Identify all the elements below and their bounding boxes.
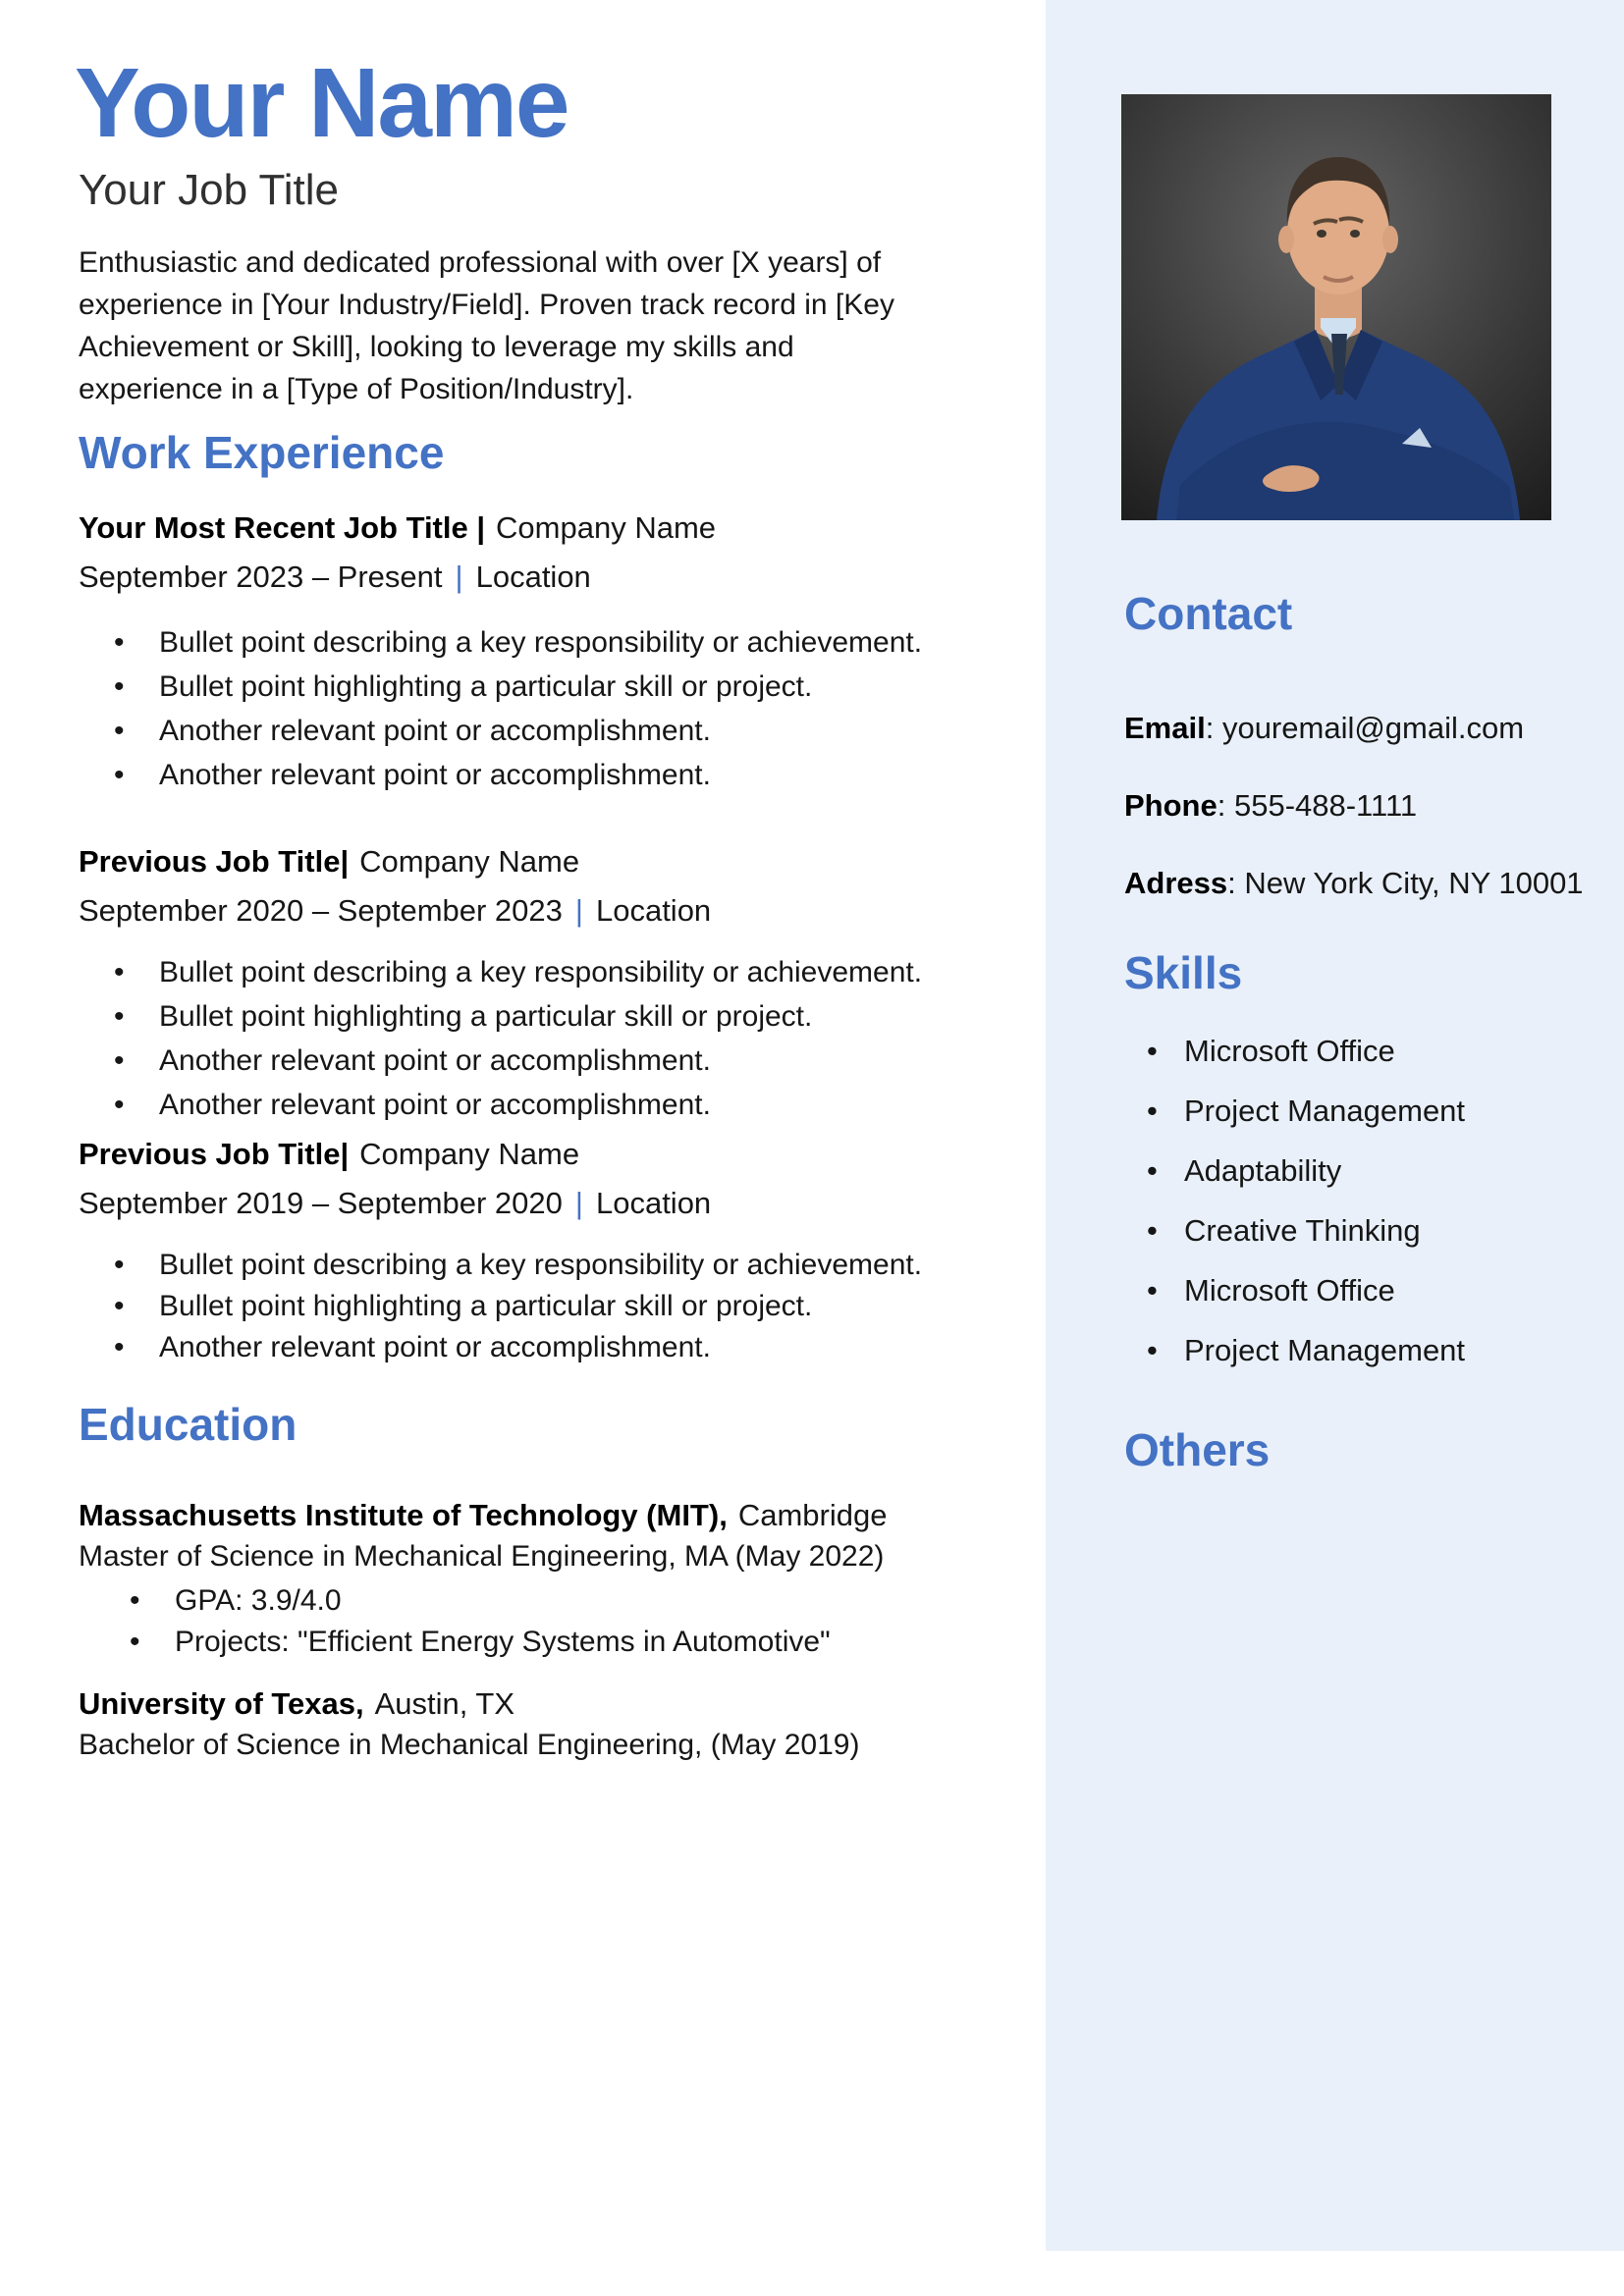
bullet-dot-icon: • — [114, 759, 125, 791]
skill-text: Microsoft Office — [1184, 1273, 1395, 1308]
email-label: Email — [1124, 711, 1206, 745]
school1-degree: Master of Science in Mechanical Engineering, MA (May 2022) — [79, 1540, 885, 1573]
skill-text: Project Management — [1184, 1094, 1466, 1128]
skills-list — [1147, 1021, 1465, 1380]
bullet-dot-icon: • — [114, 1044, 125, 1077]
job3-location: Location — [595, 1186, 712, 1220]
phone-label: Phone — [1124, 788, 1218, 823]
skill-text: Creative Thinking — [1184, 1213, 1421, 1248]
bullet-dot-icon: • — [130, 1584, 140, 1617]
bullet-dot-icon: • — [114, 1089, 125, 1121]
contact-phone-row — [1124, 786, 1417, 826]
bullet-dot-icon: • — [114, 1290, 125, 1322]
sidebar-panel — [1046, 0, 1624, 2251]
skill-item — [1147, 1260, 1465, 1320]
job3-bullet-list — [114, 1245, 922, 1368]
colon-separator: : — [1217, 788, 1234, 823]
bullet-dot-icon: • — [1147, 1153, 1158, 1188]
bullet-dot-icon: • — [114, 715, 125, 747]
bullet-item — [130, 1580, 831, 1622]
bullet-text: Another relevant point or accomplishment. — [159, 715, 711, 747]
contact-address-row — [1124, 864, 1584, 903]
contact-heading: Contact — [1124, 588, 1293, 639]
pipe-separator: | — [455, 560, 463, 594]
contact-email-row — [1124, 709, 1524, 748]
job1-dates: September 2023 – Present — [79, 560, 443, 594]
colon-separator: : — [1205, 711, 1222, 745]
job3-title-line — [79, 1135, 579, 1174]
bullet-item — [114, 1083, 922, 1127]
bullet-item — [130, 1622, 831, 1663]
school1-name-line — [79, 1496, 887, 1535]
job3-title: Previous Job Title| — [79, 1137, 350, 1171]
skill-text: Adaptability — [1184, 1153, 1342, 1188]
pipe-separator: | — [574, 893, 583, 928]
school2-name: University of Texas, — [79, 1686, 364, 1721]
job2-title-line — [79, 842, 579, 881]
bullet-item — [114, 709, 922, 753]
phone-value: 555-488-1111 — [1233, 788, 1418, 823]
skill-item — [1147, 1320, 1465, 1380]
skill-text: Project Management — [1184, 1333, 1466, 1367]
address-value: New York City, NY 10001 — [1244, 866, 1584, 900]
skills-heading: Skills — [1124, 947, 1243, 998]
bullet-dot-icon: • — [114, 956, 125, 988]
bullet-text: Bullet point describing a key responsibility or achievement. — [159, 626, 923, 659]
school1-location: Cambridge — [737, 1498, 888, 1532]
bullet-text: Another relevant point or accomplishment. — [159, 759, 711, 791]
school2-name-line — [79, 1684, 514, 1724]
job2-title: Previous Job Title| — [79, 844, 350, 879]
others-heading: Others — [1124, 1424, 1271, 1475]
job1-title: Your Most Recent Job Title | — [79, 510, 486, 545]
bullet-text: Bullet point describing a key responsibility or achievement. — [159, 1249, 923, 1281]
job3-company: Company Name — [359, 1137, 580, 1171]
job1-location: Location — [475, 560, 591, 594]
bullet-text: Another relevant point or accomplishment. — [159, 1089, 711, 1121]
work-experience-heading: Work Experience — [79, 427, 445, 478]
profile-photo — [1121, 94, 1551, 520]
bullet-text: Another relevant point or accomplishment. — [159, 1331, 711, 1363]
skill-item — [1147, 1141, 1465, 1201]
school2-degree: Bachelor of Science in Mechanical Engineering, (May 2019) — [79, 1729, 860, 1761]
skill-item — [1147, 1201, 1465, 1260]
job1-bullet-list — [114, 620, 922, 797]
bullet-item — [114, 1245, 922, 1286]
skill-item — [1147, 1021, 1465, 1081]
bullet-item — [114, 994, 922, 1039]
bullet-item — [114, 620, 922, 665]
bullet-dot-icon: • — [1147, 1333, 1158, 1367]
school1-bullet-list — [130, 1580, 831, 1663]
bullet-text: Bullet point describing a key responsibility or achievement. — [159, 956, 923, 988]
bullet-dot-icon: • — [1147, 1034, 1158, 1068]
portrait-illustration — [1121, 94, 1551, 520]
skill-text: Microsoft Office — [1184, 1034, 1395, 1068]
bullet-dot-icon: • — [130, 1626, 140, 1658]
school2-location: Austin, TX — [374, 1686, 515, 1721]
job2-date-line — [79, 891, 711, 931]
job3-date-line — [79, 1184, 711, 1223]
address-label: Adress — [1124, 866, 1228, 900]
email-value: youremail@gmail.com — [1221, 711, 1525, 745]
bullet-item — [114, 753, 922, 797]
job1-company: Company Name — [496, 510, 717, 545]
bullet-item — [114, 1039, 922, 1083]
job2-location: Location — [595, 893, 712, 928]
job1-date-line — [79, 558, 591, 597]
job2-company: Company Name — [359, 844, 580, 879]
bullet-dot-icon: • — [1147, 1273, 1158, 1308]
education-heading: Education — [79, 1399, 298, 1450]
bullet-item — [114, 1327, 922, 1368]
job1-title-line — [79, 508, 716, 548]
bullet-text: Bullet point highlighting a particular skill or project. — [159, 670, 813, 703]
bullet-text: Projects: "Efficient Energy Systems in Automotive" — [175, 1626, 831, 1658]
bullet-dot-icon: • — [114, 1249, 125, 1281]
bullet-text: Another relevant point or accomplishment. — [159, 1044, 711, 1077]
bullet-dot-icon: • — [114, 1331, 125, 1363]
bullet-dot-icon: • — [1147, 1094, 1158, 1128]
person-name: Your Name — [75, 48, 568, 158]
bullet-text: Bullet point highlighting a particular skill or project. — [159, 1000, 813, 1033]
school1-name: Massachusetts Institute of Technology (MIT), — [79, 1498, 728, 1532]
bullet-item — [114, 1286, 922, 1327]
job3-dates: September 2019 – September 2020 — [79, 1186, 563, 1220]
job2-bullet-list — [114, 950, 922, 1127]
bullet-text: Bullet point highlighting a particular skill or project. — [159, 1290, 813, 1322]
bullet-text: GPA: 3.9/4.0 — [175, 1584, 342, 1617]
bullet-dot-icon: • — [114, 1000, 125, 1033]
skill-item — [1147, 1081, 1465, 1141]
job2-dates: September 2020 – September 2023 — [79, 893, 563, 928]
bullet-item — [114, 665, 922, 709]
bullet-dot-icon: • — [114, 670, 125, 703]
bullet-item — [114, 950, 922, 994]
person-job-title: Your Job Title — [79, 166, 339, 214]
bullet-dot-icon: • — [114, 626, 125, 659]
pipe-separator: | — [574, 1186, 583, 1220]
summary-paragraph: Enthusiastic and dedicated professional with over [X years] of experience in [Your Industry/Field]. Proven track record in [Key Achievement or Skill], looking to leverage my skills and experience in a [Type of Position/Industry]. — [79, 246, 894, 405]
bullet-dot-icon: • — [1147, 1213, 1158, 1248]
colon-separator: : — [1227, 866, 1245, 900]
